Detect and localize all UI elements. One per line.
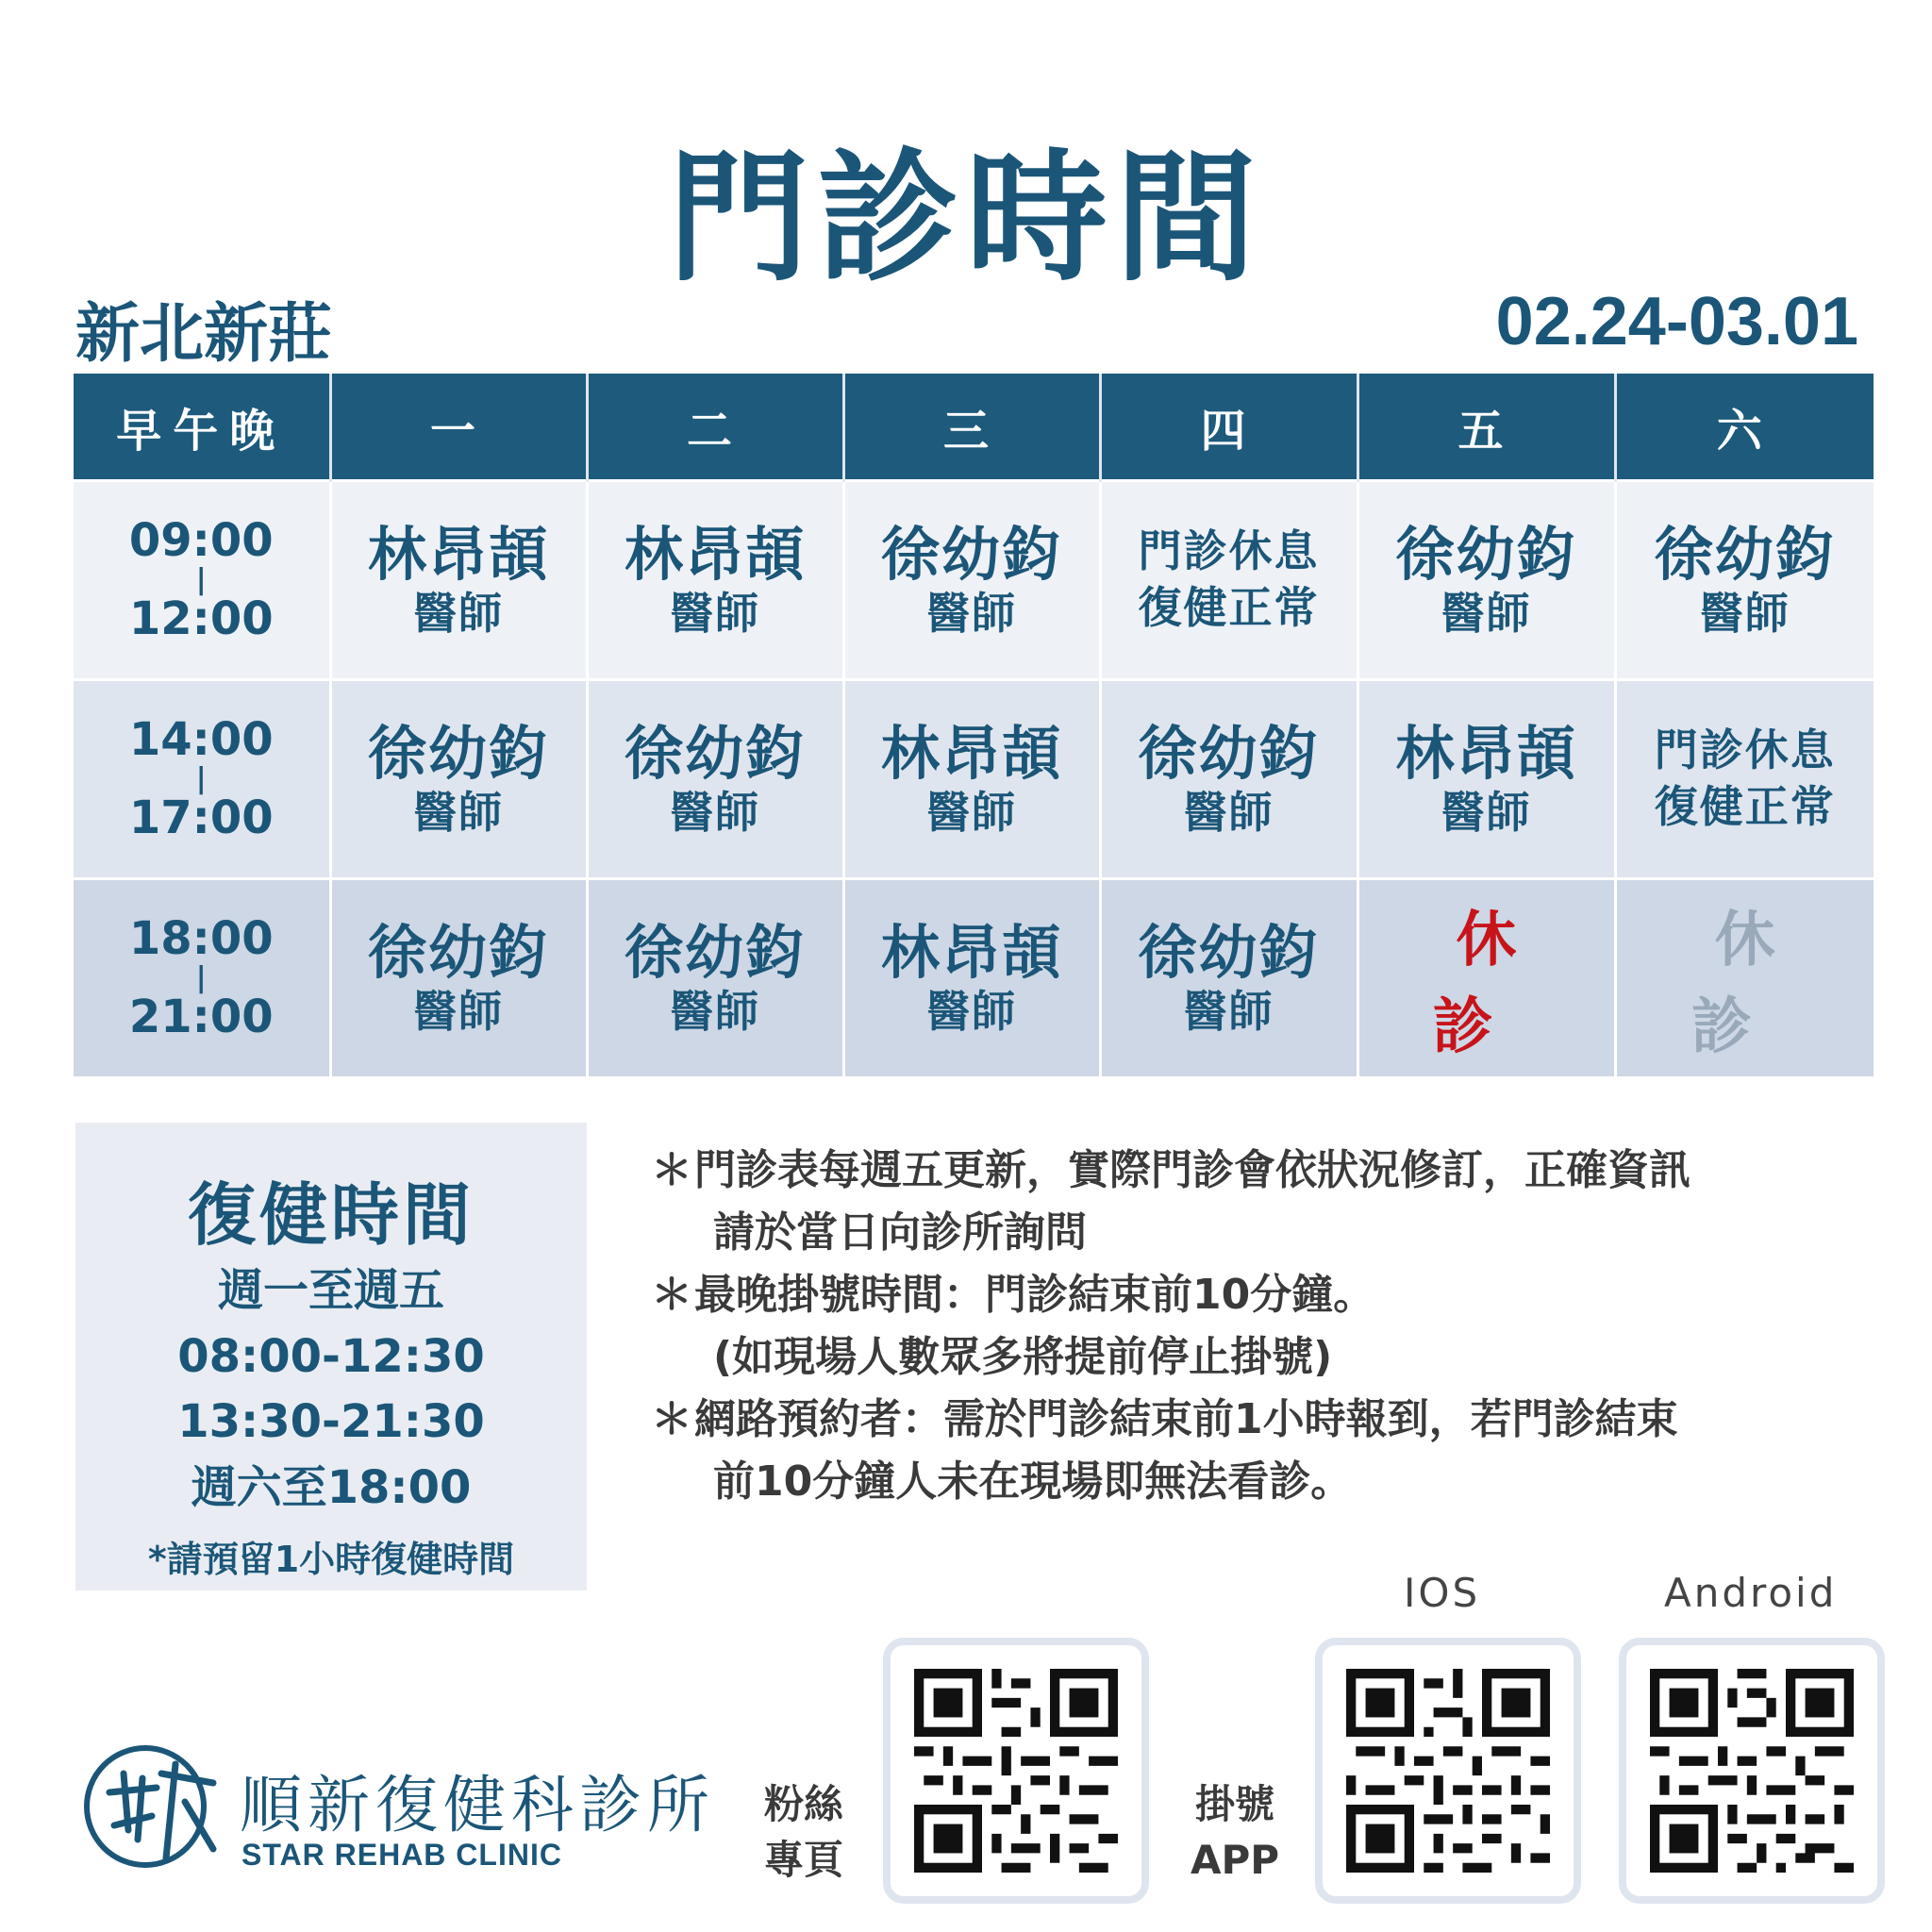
doctor-title: 醫師	[413, 986, 504, 1038]
android-qr-code[interactable]	[1619, 1638, 1885, 1904]
notice-text: 前10分鐘人未在現場即無法看診。	[713, 1457, 1353, 1506]
brand-name-zh: 順新復健科診所	[240, 1769, 715, 1841]
day-header-fri: 五	[1357, 374, 1615, 481]
doctor-name: 徐幼鈞	[1138, 718, 1320, 788]
fanpage-label	[764, 1777, 843, 1889]
time-separator: |	[195, 762, 207, 795]
qr-code-icon	[914, 1669, 1118, 1873]
schedule-cell	[330, 680, 587, 879]
schedule-cell	[587, 879, 843, 1077]
doctor-name: 徐幼鈞	[367, 718, 549, 788]
rehab-weekdays: 週一至週五	[217, 1264, 444, 1317]
doctor-name: 徐幼鈞	[367, 917, 549, 987]
doctor-title: 醫師	[1441, 588, 1532, 640]
notice-list	[651, 1140, 1858, 1513]
qr-code-icon	[1346, 1669, 1550, 1873]
notice-text: 最晚掛號時間：門診結束前10分鐘。	[694, 1271, 1375, 1319]
schedule-cell	[843, 680, 1100, 879]
location-label: 新北新莊	[75, 297, 333, 372]
register-app-label	[1191, 1777, 1279, 1889]
android-label: Android	[1664, 1570, 1838, 1616]
asterisk-icon: ＊	[651, 1395, 692, 1443]
schedule-cell	[1615, 481, 1874, 680]
notice-text: 請於當日向診所詢問	[713, 1208, 1087, 1257]
day-header-thu: 四	[1100, 374, 1357, 481]
rehab-slot-morning: 08:00-12:30	[177, 1329, 485, 1383]
time-cell	[74, 879, 330, 1077]
notice-item	[651, 1140, 1858, 1264]
time-start: 09:00	[128, 514, 274, 568]
fanpage-label-line1: 粉絲	[764, 1781, 844, 1827]
corner-header: 早午晚	[74, 374, 330, 481]
rehab-note: *請預留1小時復健時間	[147, 1539, 515, 1581]
doctor-title: 醫師	[926, 588, 1017, 640]
asterisk-icon: ＊	[651, 1271, 692, 1319]
doctor-title: 醫師	[670, 787, 760, 839]
time-end: 12:00	[128, 592, 274, 645]
day-header-tue: 二	[587, 374, 843, 481]
register-label-line2: APP	[1191, 1836, 1280, 1883]
doctor-name: 徐幼鈞	[1395, 519, 1577, 589]
rehab-title: 復健時間	[187, 1175, 475, 1255]
schedule-cell	[1357, 680, 1615, 879]
register-label-line1: 掛號	[1195, 1781, 1275, 1827]
doctor-title: 醫師	[413, 787, 504, 839]
doctor-name: 林昂頡	[624, 519, 806, 589]
afternoon-row	[74, 680, 1874, 879]
brand-name-en: STAR REHAB CLINIC	[242, 1838, 562, 1872]
notice-text: 網路預約者：需於門診結束前1小時報到，若門診結束	[694, 1395, 1678, 1443]
doctor-name: 徐幼鈞	[1654, 519, 1836, 589]
clinic-logo-icon	[72, 1736, 232, 1877]
schedule-cell	[587, 481, 843, 680]
time-cell	[74, 481, 330, 680]
schedule-cell	[843, 481, 1100, 680]
rehab-saturday: 週六至18:00	[191, 1460, 472, 1514]
schedule-cell	[1615, 879, 1874, 1077]
closed-label: 休診	[1432, 906, 1564, 1062]
fanpage-qr-code[interactable]	[883, 1638, 1149, 1904]
morning-row	[74, 481, 1874, 680]
doctor-title: 醫師	[670, 986, 760, 1038]
page-title: 門診時間	[667, 137, 1264, 301]
day-header-wed: 三	[843, 374, 1100, 481]
qr-code-icon	[1650, 1669, 1854, 1873]
doctor-title: 醫師	[413, 588, 504, 640]
doctor-name: 徐幼鈞	[624, 718, 806, 788]
doctor-name: 徐幼鈞	[1138, 917, 1320, 987]
notice-item	[651, 1264, 1858, 1389]
doctor-name: 林昂頡	[880, 718, 1062, 788]
rehab-normal-note: 復健正常	[1654, 781, 1836, 832]
schedule-header-row	[74, 374, 1874, 481]
time-separator: |	[195, 961, 207, 994]
schedule-cell	[330, 879, 587, 1077]
notice-text: (如現場人數眾多將提前停止掛號)	[713, 1333, 1333, 1381]
clinic-schedule-table	[74, 374, 1874, 1076]
doctor-name: 林昂頡	[367, 519, 549, 589]
fanpage-label-line2: 專頁	[764, 1836, 844, 1883]
doctor-name: 徐幼鈞	[624, 917, 806, 987]
schedule-cell	[1100, 481, 1357, 680]
day-header-sat: 六	[1615, 374, 1874, 481]
doctor-title: 醫師	[926, 986, 1017, 1038]
time-end: 17:00	[128, 791, 274, 844]
schedule-cell	[1100, 879, 1357, 1077]
rehab-hours-box	[75, 1123, 587, 1591]
time-cell	[74, 680, 330, 879]
doctor-title: 醫師	[1183, 787, 1274, 839]
asterisk-icon: ＊	[651, 1146, 692, 1194]
clinic-rest-note: 門診休息	[1138, 525, 1320, 577]
rehab-slot-afternoon: 13:30-21:30	[177, 1395, 485, 1449]
date-range: 02.24-03.01	[1495, 284, 1858, 359]
time-start: 18:00	[128, 912, 274, 966]
doctor-title: 醫師	[926, 787, 1017, 839]
schedule-cell	[1357, 481, 1615, 680]
rehab-normal-note: 復健正常	[1138, 582, 1320, 633]
ios-label: IOS	[1404, 1570, 1481, 1616]
doctor-name: 徐幼鈞	[880, 519, 1062, 589]
closed-label-muted: 休診	[1690, 906, 1823, 1062]
notice-item	[651, 1389, 1858, 1513]
schedule-cell	[1357, 879, 1615, 1077]
doctor-title: 醫師	[1441, 787, 1532, 839]
evening-row	[74, 879, 1874, 1077]
ios-qr-code[interactable]	[1315, 1638, 1581, 1904]
time-separator: |	[195, 563, 207, 596]
schedule-cell	[1100, 680, 1357, 879]
doctor-title: 醫師	[1699, 588, 1790, 640]
doctor-title: 醫師	[670, 588, 760, 640]
doctor-title: 醫師	[1183, 986, 1274, 1038]
schedule-cell	[330, 481, 587, 680]
day-header-mon: 一	[330, 374, 587, 481]
clinic-rest-note: 門診休息	[1654, 724, 1836, 776]
doctor-name: 林昂頡	[880, 917, 1062, 987]
time-start: 14:00	[128, 713, 274, 767]
schedule-cell	[1615, 680, 1874, 879]
notice-text: 門診表每週五更新，實際門診會依狀況修訂，正確資訊	[694, 1146, 1690, 1194]
schedule-cell	[587, 680, 843, 879]
time-end: 21:00	[128, 991, 274, 1043]
doctor-name: 林昂頡	[1395, 718, 1577, 788]
schedule-cell	[843, 879, 1100, 1077]
